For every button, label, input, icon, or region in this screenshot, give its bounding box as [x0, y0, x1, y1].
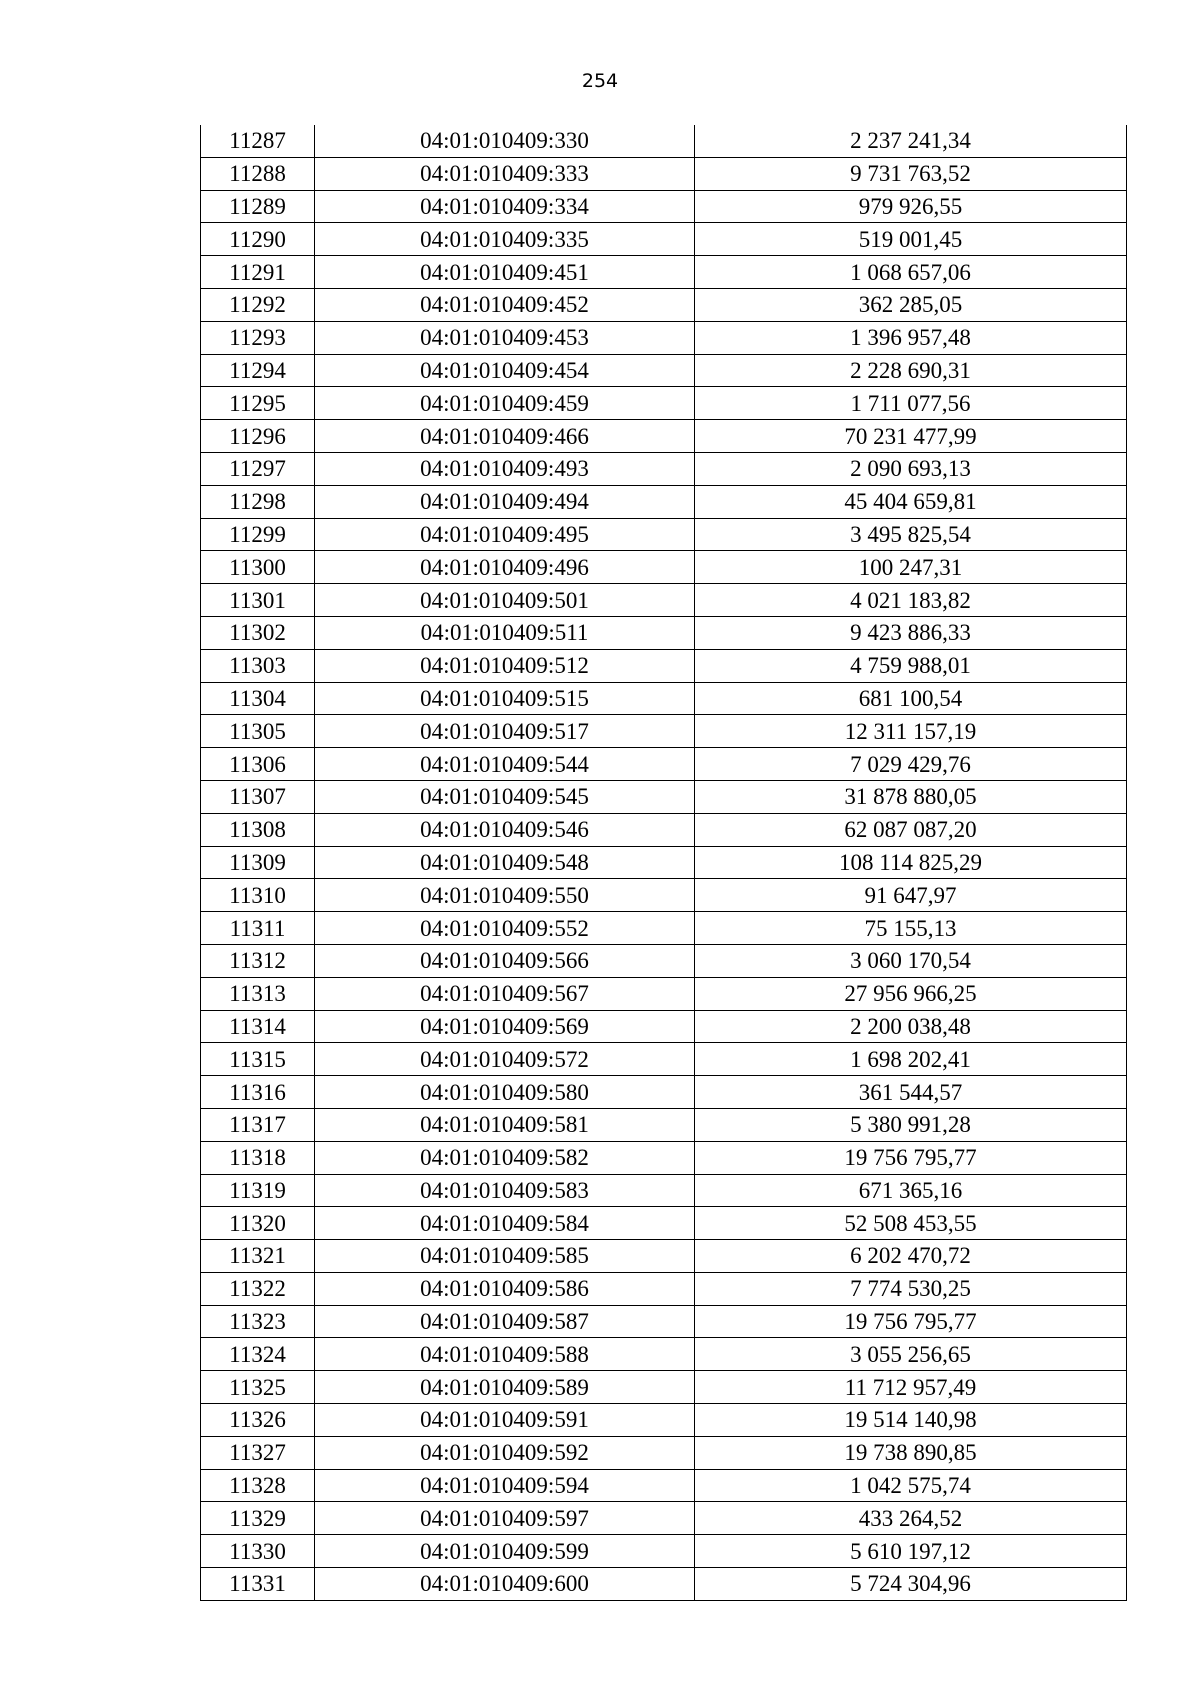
row-number-cell: 11297: [201, 452, 315, 485]
table-row: [201, 1502, 1127, 1535]
cadastral-value-cell: 5 380 991,28: [695, 1108, 1127, 1141]
table-row: [201, 1207, 1127, 1240]
cadastral-value-cell: 7 029 429,76: [695, 748, 1127, 781]
cadastral-value-cell: 3 055 256,65: [695, 1338, 1127, 1371]
row-number-cell: 11300: [201, 551, 315, 584]
row-number-cell: 11318: [201, 1141, 315, 1174]
cadastral-value-cell: 70 231 477,99: [695, 420, 1127, 453]
row-number-cell: 11289: [201, 190, 315, 223]
row-number-cell: 11323: [201, 1305, 315, 1338]
table-row: [201, 912, 1127, 945]
row-number-cell: 11293: [201, 321, 315, 354]
table-row: [201, 1108, 1127, 1141]
row-number-cell: 11288: [201, 157, 315, 190]
cadastral-number-cell: 04:01:010409:581: [315, 1108, 695, 1141]
cadastral-number-cell: 04:01:010409:586: [315, 1272, 695, 1305]
row-number-cell: 11308: [201, 813, 315, 846]
cadastral-value-cell: 1 698 202,41: [695, 1043, 1127, 1076]
table-row: [201, 1240, 1127, 1273]
cadastral-number-cell: 04:01:010409:459: [315, 387, 695, 420]
row-number-cell: 11292: [201, 288, 315, 321]
cadastral-number-cell: 04:01:010409:580: [315, 1076, 695, 1109]
table-row: [201, 1436, 1127, 1469]
cadastral-number-cell: 04:01:010409:591: [315, 1404, 695, 1437]
table-row: [201, 1535, 1127, 1568]
table-row: [201, 125, 1127, 157]
cadastral-value-cell: 6 202 470,72: [695, 1240, 1127, 1273]
cadastral-number-cell: 04:01:010409:515: [315, 682, 695, 715]
table-row: [201, 387, 1127, 420]
cadastral-value-cell: 19 756 795,77: [695, 1141, 1127, 1174]
cadastral-value-table: [200, 125, 1127, 1601]
table-row: [201, 649, 1127, 682]
cadastral-number-cell: 04:01:010409:544: [315, 748, 695, 781]
row-number-cell: 11305: [201, 715, 315, 748]
cadastral-number-cell: 04:01:010409:583: [315, 1174, 695, 1207]
table-row: [201, 551, 1127, 584]
cadastral-value-cell: 519 001,45: [695, 223, 1127, 256]
row-number-cell: 11294: [201, 354, 315, 387]
table-row: [201, 1043, 1127, 1076]
cadastral-number-cell: 04:01:010409:452: [315, 288, 695, 321]
table-row: [201, 223, 1127, 256]
cadastral-number-cell: 04:01:010409:589: [315, 1371, 695, 1404]
cadastral-number-cell: 04:01:010409:600: [315, 1568, 695, 1601]
row-number-cell: 11326: [201, 1404, 315, 1437]
row-number-cell: 11315: [201, 1043, 315, 1076]
cadastral-number-cell: 04:01:010409:545: [315, 780, 695, 813]
table-row: [201, 1338, 1127, 1371]
cadastral-value-cell: 3 495 825,54: [695, 518, 1127, 551]
page-number: 254: [581, 70, 619, 92]
table-row: [201, 518, 1127, 551]
cadastral-value-cell: 5 724 304,96: [695, 1568, 1127, 1601]
table-row: [201, 616, 1127, 649]
cadastral-number-cell: 04:01:010409:546: [315, 813, 695, 846]
cadastral-value-cell: 1 068 657,06: [695, 256, 1127, 289]
row-number-cell: 11329: [201, 1502, 315, 1535]
table-row: [201, 846, 1127, 879]
table-body: [201, 125, 1127, 1600]
row-number-cell: 11322: [201, 1272, 315, 1305]
table-row: [201, 1010, 1127, 1043]
cadastral-value-cell: 62 087 087,20: [695, 813, 1127, 846]
cadastral-number-cell: 04:01:010409:333: [315, 157, 695, 190]
row-number-cell: 11298: [201, 485, 315, 518]
cadastral-value-cell: 671 365,16: [695, 1174, 1127, 1207]
row-number-cell: 11317: [201, 1108, 315, 1141]
row-number-cell: 11321: [201, 1240, 315, 1273]
cadastral-number-cell: 04:01:010409:334: [315, 190, 695, 223]
cadastral-number-cell: 04:01:010409:584: [315, 1207, 695, 1240]
cadastral-value-cell: 52 508 453,55: [695, 1207, 1127, 1240]
cadastral-number-cell: 04:01:010409:493: [315, 452, 695, 485]
row-number-cell: 11327: [201, 1436, 315, 1469]
row-number-cell: 11304: [201, 682, 315, 715]
cadastral-value-cell: 1 042 575,74: [695, 1469, 1127, 1502]
cadastral-number-cell: 04:01:010409:454: [315, 354, 695, 387]
row-number-cell: 11325: [201, 1371, 315, 1404]
cadastral-value-cell: 1 711 077,56: [695, 387, 1127, 420]
cadastral-number-cell: 04:01:010409:587: [315, 1305, 695, 1338]
row-number-cell: 11291: [201, 256, 315, 289]
cadastral-value-cell: 5 610 197,12: [695, 1535, 1127, 1568]
row-number-cell: 11287: [201, 125, 315, 157]
cadastral-value-cell: 361 544,57: [695, 1076, 1127, 1109]
row-number-cell: 11307: [201, 780, 315, 813]
cadastral-number-cell: 04:01:010409:330: [315, 125, 695, 157]
table-row: [201, 1272, 1127, 1305]
table-row: [201, 256, 1127, 289]
cadastral-number-cell: 04:01:010409:517: [315, 715, 695, 748]
row-number-cell: 11303: [201, 649, 315, 682]
row-number-cell: 11319: [201, 1174, 315, 1207]
row-number-cell: 11320: [201, 1207, 315, 1240]
cadastral-value-cell: 19 738 890,85: [695, 1436, 1127, 1469]
cadastral-value-cell: 27 956 966,25: [695, 977, 1127, 1010]
cadastral-number-cell: 04:01:010409:594: [315, 1469, 695, 1502]
row-number-cell: 11328: [201, 1469, 315, 1502]
cadastral-value-cell: 979 926,55: [695, 190, 1127, 223]
cadastral-number-cell: 04:01:010409:453: [315, 321, 695, 354]
table-row: [201, 715, 1127, 748]
cadastral-value-cell: 1 396 957,48: [695, 321, 1127, 354]
row-number-cell: 11296: [201, 420, 315, 453]
cadastral-number-cell: 04:01:010409:582: [315, 1141, 695, 1174]
cadastral-value-cell: 7 774 530,25: [695, 1272, 1127, 1305]
cadastral-number-cell: 04:01:010409:572: [315, 1043, 695, 1076]
cadastral-number-cell: 04:01:010409:501: [315, 584, 695, 617]
row-number-cell: 11312: [201, 944, 315, 977]
row-number-cell: 11313: [201, 977, 315, 1010]
cadastral-number-cell: 04:01:010409:550: [315, 879, 695, 912]
cadastral-number-cell: 04:01:010409:451: [315, 256, 695, 289]
cadastral-number-cell: 04:01:010409:599: [315, 1535, 695, 1568]
cadastral-number-cell: 04:01:010409:597: [315, 1502, 695, 1535]
table-row: [201, 944, 1127, 977]
row-number-cell: 11309: [201, 846, 315, 879]
row-number-cell: 11311: [201, 912, 315, 945]
table-row: [201, 1174, 1127, 1207]
cadastral-value-cell: 19 514 140,98: [695, 1404, 1127, 1437]
cadastral-value-cell: 31 878 880,05: [695, 780, 1127, 813]
row-number-cell: 11331: [201, 1568, 315, 1601]
row-number-cell: 11310: [201, 879, 315, 912]
cadastral-value-cell: 100 247,31: [695, 551, 1127, 584]
cadastral-value-cell: 91 647,97: [695, 879, 1127, 912]
cadastral-value-cell: 9 731 763,52: [695, 157, 1127, 190]
cadastral-number-cell: 04:01:010409:335: [315, 223, 695, 256]
cadastral-number-cell: 04:01:010409:588: [315, 1338, 695, 1371]
table-row: [201, 1076, 1127, 1109]
table-row: [201, 813, 1127, 846]
table-row: [201, 452, 1127, 485]
cadastral-number-cell: 04:01:010409:585: [315, 1240, 695, 1273]
row-number-cell: 11306: [201, 748, 315, 781]
row-number-cell: 11316: [201, 1076, 315, 1109]
cadastral-number-cell: 04:01:010409:494: [315, 485, 695, 518]
table-row: [201, 157, 1127, 190]
cadastral-number-cell: 04:01:010409:548: [315, 846, 695, 879]
cadastral-value-cell: 2 228 690,31: [695, 354, 1127, 387]
cadastral-value-cell: 2 090 693,13: [695, 452, 1127, 485]
cadastral-number-cell: 04:01:010409:466: [315, 420, 695, 453]
cadastral-number-cell: 04:01:010409:552: [315, 912, 695, 945]
cadastral-value-cell: 2 200 038,48: [695, 1010, 1127, 1043]
cadastral-value-cell: 45 404 659,81: [695, 485, 1127, 518]
table-row: [201, 682, 1127, 715]
table-row: [201, 354, 1127, 387]
cadastral-number-cell: 04:01:010409:512: [315, 649, 695, 682]
row-number-cell: 11301: [201, 584, 315, 617]
table-row: [201, 977, 1127, 1010]
row-number-cell: 11330: [201, 1535, 315, 1568]
row-number-cell: 11299: [201, 518, 315, 551]
table-row: [201, 321, 1127, 354]
cadastral-number-cell: 04:01:010409:569: [315, 1010, 695, 1043]
row-number-cell: 11324: [201, 1338, 315, 1371]
cadastral-value-cell: 9 423 886,33: [695, 616, 1127, 649]
cadastral-value-cell: 362 285,05: [695, 288, 1127, 321]
table-row: [201, 584, 1127, 617]
cadastral-value-cell: 108 114 825,29: [695, 846, 1127, 879]
row-number-cell: 11295: [201, 387, 315, 420]
cadastral-value-cell: 75 155,13: [695, 912, 1127, 945]
cadastral-value-cell: 433 264,52: [695, 1502, 1127, 1535]
cadastral-value-cell: 2 237 241,34: [695, 125, 1127, 157]
row-number-cell: 11302: [201, 616, 315, 649]
table-row: [201, 748, 1127, 781]
cadastral-value-cell: 11 712 957,49: [695, 1371, 1127, 1404]
table-row: [201, 1469, 1127, 1502]
table-row: [201, 1141, 1127, 1174]
table-row: [201, 420, 1127, 453]
cadastral-value-cell: 12 311 157,19: [695, 715, 1127, 748]
table-row: [201, 1404, 1127, 1437]
row-number-cell: 11290: [201, 223, 315, 256]
table-row: [201, 1371, 1127, 1404]
cadastral-number-cell: 04:01:010409:566: [315, 944, 695, 977]
cadastral-number-cell: 04:01:010409:511: [315, 616, 695, 649]
table-row: [201, 190, 1127, 223]
cadastral-number-cell: 04:01:010409:495: [315, 518, 695, 551]
table-row: [201, 879, 1127, 912]
cadastral-number-cell: 04:01:010409:496: [315, 551, 695, 584]
cadastral-value-cell: 681 100,54: [695, 682, 1127, 715]
table-row: [201, 485, 1127, 518]
table-row: [201, 288, 1127, 321]
row-number-cell: 11314: [201, 1010, 315, 1043]
cadastral-number-cell: 04:01:010409:592: [315, 1436, 695, 1469]
cadastral-value-cell: 19 756 795,77: [695, 1305, 1127, 1338]
cadastral-value-cell: 4 759 988,01: [695, 649, 1127, 682]
cadastral-value-cell: 4 021 183,82: [695, 584, 1127, 617]
table-row: [201, 1305, 1127, 1338]
table-row: [201, 780, 1127, 813]
table-row: [201, 1568, 1127, 1601]
cadastral-number-cell: 04:01:010409:567: [315, 977, 695, 1010]
cadastral-value-cell: 3 060 170,54: [695, 944, 1127, 977]
